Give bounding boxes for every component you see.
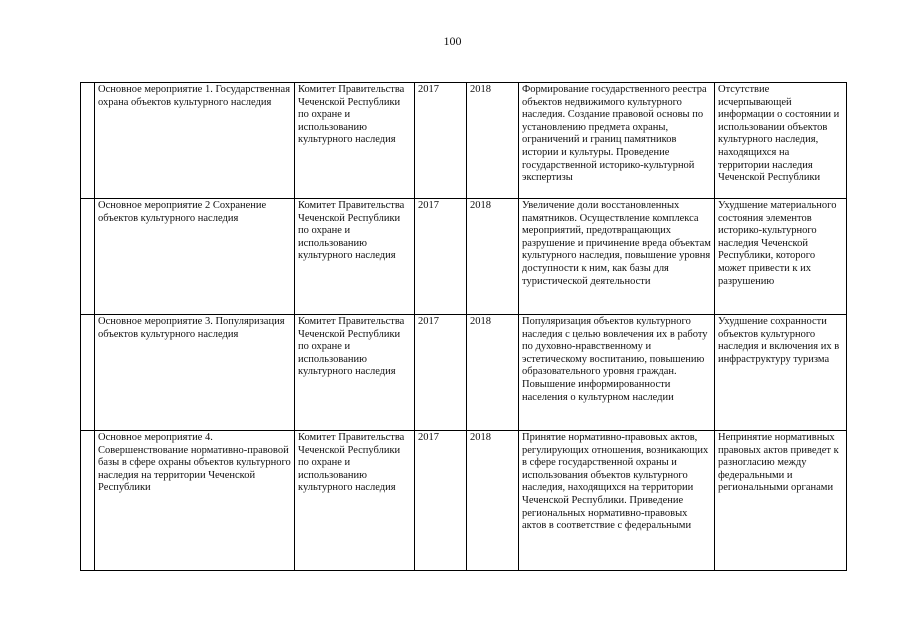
activity-cell: Основное мероприятие 1. Государственная охрана объектов культурного наследия	[95, 83, 295, 199]
row-number-cell	[81, 431, 95, 571]
consequence-cell: Ухудшение материального состояния элементов историко-культурного наследия Чеченской Республики, которого может привести к их разрушению	[715, 199, 847, 315]
table-row	[81, 431, 847, 571]
row-number-cell	[81, 199, 95, 315]
end-year-cell: 2018	[467, 431, 519, 571]
consequence-cell: Непринятие нормативных правовых актов приведет к разногласию между федеральными и региональными органами	[715, 431, 847, 571]
expected-result-cell: Популяризация объектов культурного наследия с целью вовлечения их в работу по духовно-нравственному и эстетическому воспитанию, повышению образовательного уровня граждан. Повышение информированности населения о культурном наследии	[519, 315, 715, 431]
expected-result-cell: Увеличение доли восстановленных памятников. Осуществление комплекса мероприятий, предотвращающих разрушение и причинение вреда объектам культурного наследия, повышение уровня доступности к ним, как базы для туристической деятельности	[519, 199, 715, 315]
activity-cell: Основное мероприятие 3. Популяризация объектов культурного наследия	[95, 315, 295, 431]
table-row	[81, 83, 847, 199]
activity-cell: Основное мероприятие 4. Совершенствование нормативно-правовой базы в сфере охраны объектов культурного наследия на территории Чеченской Республики	[95, 431, 295, 571]
end-year-cell: 2018	[467, 83, 519, 199]
activity-cell: Основное мероприятие 2 Сохранение объектов культурного наследия	[95, 199, 295, 315]
measures-table	[80, 82, 847, 571]
row-number-cell	[81, 83, 95, 199]
consequence-cell: Отсутствие исчерпывающей информации о состоянии и использовании объектов культурного наследия, находящихся на территории наследия Чеченской Республики	[715, 83, 847, 199]
start-year-cell: 2017	[415, 431, 467, 571]
executor-cell: Комитет Правительства Чеченской Республики по охране и использованию культурного наследия	[295, 431, 415, 571]
start-year-cell: 2017	[415, 199, 467, 315]
table-row	[81, 199, 847, 315]
expected-result-cell: Принятие нормативно-правовых актов, регулирующих отношения, возникающих в сфере государственной охраны и использования объектов культурного наследия, находящихся на территории Чеченской Республики. Приведение региональных нормативно-правовых актов в соответствие с федеральными	[519, 431, 715, 571]
start-year-cell: 2017	[415, 83, 467, 199]
end-year-cell: 2018	[467, 315, 519, 431]
start-year-cell: 2017	[415, 315, 467, 431]
end-year-cell: 2018	[467, 199, 519, 315]
consequence-cell: Ухудшение сохранности объектов культурного наследия и включения их в инфраструктуру туризма	[715, 315, 847, 431]
executor-cell: Комитет Правительства Чеченской Республики по охране и использованию культурного наследия	[295, 315, 415, 431]
executor-cell: Комитет Правительства Чеченской Республики по охране и использованию культурного наследия	[295, 199, 415, 315]
table-row	[81, 315, 847, 431]
executor-cell: Комитет Правительства Чеченской Республики по охране и использованию культурного наследия	[295, 83, 415, 199]
row-number-cell	[81, 315, 95, 431]
page-number: 100	[443, 34, 462, 48]
expected-result-cell: Формирование государственного реестра объектов недвижимого культурного наследия. Создание правовой основы по установлению предмета охраны, ограничений и границ памятников истории и культуры. Проведение государственной историко-культурной экспертизы	[519, 83, 715, 199]
